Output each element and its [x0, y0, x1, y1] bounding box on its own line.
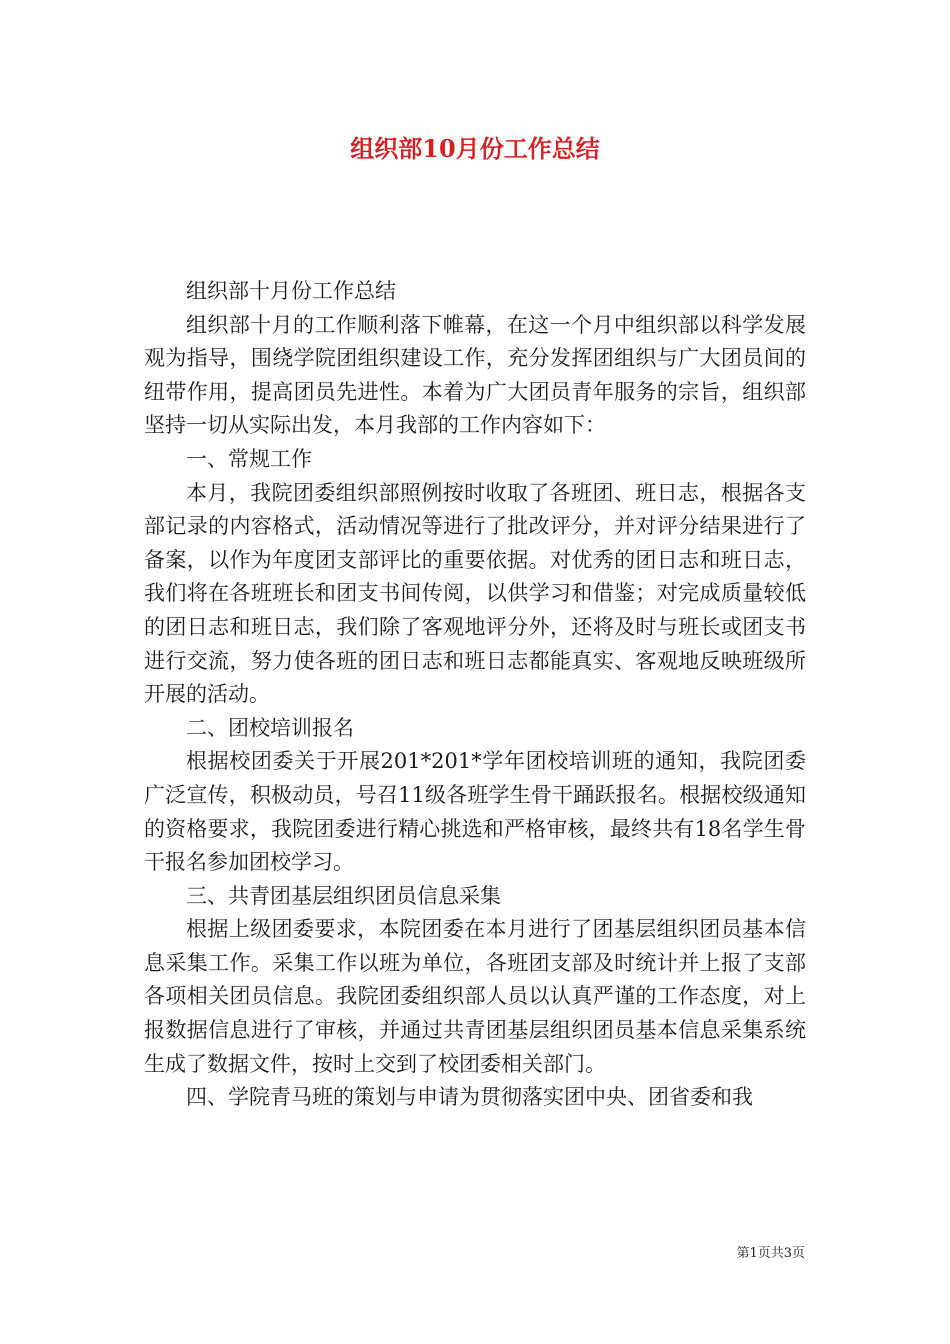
paragraph-section-3: 根据上级团委要求，本院团委在本月进行了团基层组织团员基本信息采集工作。采集工作以班为单位，各班团支部及时统计并上报了支部各项相关团员信息。我院团委组织部人员以认真严谨的工作态度，对上报数据信息进行了审核，并通过共青团基层组织团员基本信息采集系统生成了数据文件，按时上交到了校团委相关部门。 — [144, 917, 806, 1076]
paragraph-section-2: 根据校团委关于开展201*201*学年团校培训班的通知，我院团委广泛宣传，积极动员，号召11级各班学生骨干踊跃报名。根据校级通知的资格要求，我院团委进行精心挑选和严格审核，最终共有18名学生骨干报名参加团校学习。 — [144, 749, 806, 875]
page-title: 组织部10月份工作总结 — [350, 134, 600, 163]
paragraph-intro: 组织部十月的工作顺利落下帷幕，在这一个月中组织部以科学发展观为指导，围绕学院团组织建设工作，充分发挥团组织与广大团员间的纽带作用，提高团员先进性。本着为广大团员青年服务的宗旨，组织部坚持一切从实际出发，本月我部的工作内容如下： — [144, 312, 806, 438]
section-heading-3: 三、共青团基层组织团员信息采集 — [186, 883, 501, 908]
section-heading-2: 二、团校培训报名 — [186, 715, 354, 740]
paragraph-section-1: 本月，我院团委组织部照例按时收取了各班团、班日志，根据各支部记录的内容格式，活动情况等进行了批改评分，并对评分结果进行了备案，以作为年度团支部评比的重要依据。对优秀的团日志和班日志，我们将在各班班长和团支书间传阅，以供学习和借鉴；对完成质量较低的团日志和班日志，我们除了客观地评分外，还将及时与班长或团支书进行交流，努力使各班的团日志和班日志都能真实、客观地反映班级所开展的活动。 — [144, 480, 806, 707]
paragraph-section-4: 四、学院青马班的策划与申请为贯彻落实团中央、团省委和我 — [186, 1085, 753, 1110]
page-number: 第1页共3页 — [736, 1246, 805, 1261]
paragraph-heading: 组织部十月份工作总结 — [186, 279, 396, 303]
section-heading-1: 一、常规工作 — [186, 446, 312, 471]
document-body — [144, 275, 806, 1115]
